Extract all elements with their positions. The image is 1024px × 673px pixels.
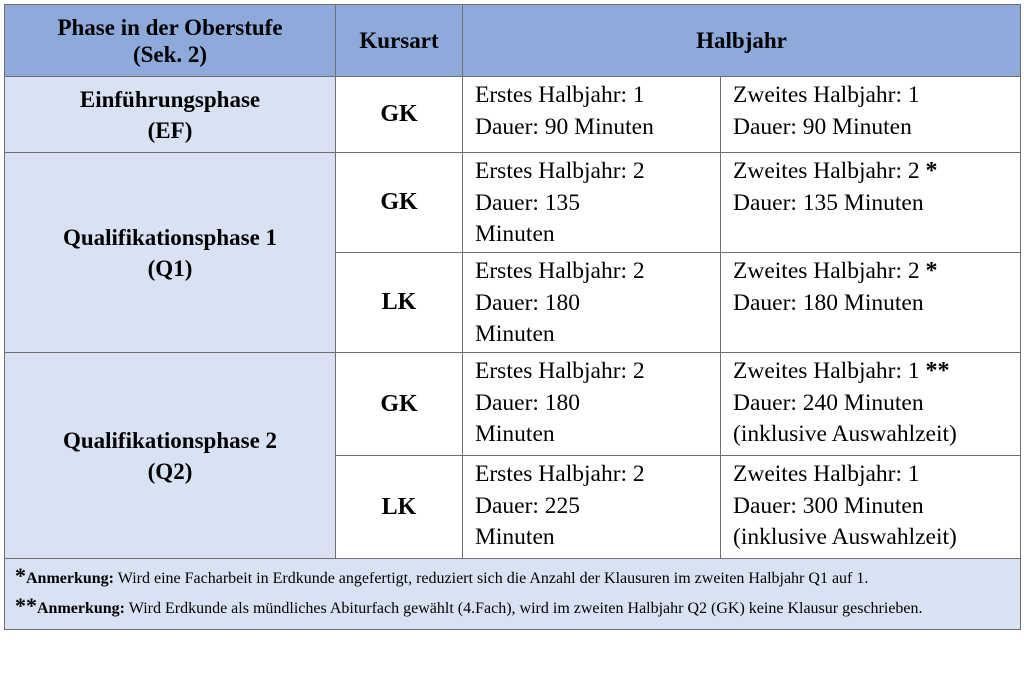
dauer-unit: Minuten bbox=[475, 221, 555, 247]
kursart-cell: GK bbox=[336, 153, 463, 253]
header-phase-line2: (Sek. 2) bbox=[132, 41, 208, 67]
note-abiturfach bbox=[15, 595, 1012, 619]
klausur-table bbox=[4, 4, 1021, 630]
dauer-text: Dauer: 135 bbox=[475, 189, 581, 216]
phase-code: (Q2) bbox=[147, 458, 193, 484]
phase-ef bbox=[5, 77, 336, 153]
phase-q2 bbox=[5, 353, 336, 559]
dauer-text: Dauer: 90 Minuten bbox=[733, 113, 912, 140]
phase-name: Qualifikationsphase 2 bbox=[62, 427, 278, 453]
header-phase-line1: Phase in der Oberstufe bbox=[57, 14, 283, 40]
note-facharbeit bbox=[15, 565, 1012, 589]
dauer-text: Dauer: 300 Minuten bbox=[733, 492, 924, 519]
phase-name: Qualifikationsphase 1 bbox=[62, 224, 278, 250]
second-halbjahr-cell bbox=[721, 456, 1021, 559]
halbjahr-count: Zweites Halbjahr: 2 * bbox=[733, 258, 938, 284]
kursart-cell: GK bbox=[336, 77, 463, 153]
phase-q1 bbox=[5, 153, 336, 353]
second-halbjahr-cell bbox=[721, 353, 1021, 456]
auswahlzeit-text: (inklusive Auswahlzeit) bbox=[733, 421, 957, 447]
footnote-mark: ** bbox=[15, 593, 37, 618]
kursart-cell: LK bbox=[336, 253, 463, 353]
first-halbjahr-cell bbox=[463, 353, 721, 456]
first-halbjahr-cell bbox=[463, 153, 721, 253]
second-halbjahr-cell bbox=[721, 253, 1021, 353]
kursart-cell: LK bbox=[336, 456, 463, 559]
dauer-text: Dauer: 240 Minuten bbox=[733, 389, 924, 416]
kursart-cell: GK bbox=[336, 353, 463, 456]
dauer-text: Dauer: 180 bbox=[475, 389, 581, 416]
first-halbjahr-cell bbox=[463, 253, 721, 353]
dauer-unit: Minuten bbox=[475, 421, 555, 447]
first-halbjahr-cell bbox=[463, 77, 721, 153]
halbjahr-count: Erstes Halbjahr: 2 bbox=[475, 258, 645, 284]
footnote-mark: * bbox=[15, 563, 26, 588]
halbjahr-count: Zweites Halbjahr: 1 ** bbox=[733, 358, 950, 384]
halbjahr-count: Erstes Halbjahr: 1 bbox=[475, 82, 645, 108]
note-label: Anmerkung: bbox=[37, 600, 126, 617]
dauer-unit: Minuten bbox=[475, 321, 555, 347]
halbjahr-count: Zweites Halbjahr: 1 bbox=[733, 82, 920, 108]
table-row bbox=[5, 353, 1021, 456]
dauer-text: Dauer: 180 bbox=[475, 289, 581, 316]
notes-row bbox=[5, 559, 1021, 630]
header-kursart: Kursart bbox=[336, 5, 463, 77]
phase-code: (EF) bbox=[147, 117, 193, 143]
table-wrapper bbox=[4, 4, 1020, 630]
table-row bbox=[5, 77, 1021, 153]
footnote-mark: ** bbox=[925, 358, 950, 384]
header-row bbox=[5, 5, 1021, 77]
dauer-text: Dauer: 90 Minuten bbox=[475, 113, 654, 140]
halbjahr-count: Erstes Halbjahr: 2 bbox=[475, 158, 645, 184]
auswahlzeit-text: (inklusive Auswahlzeit) bbox=[733, 524, 957, 550]
first-halbjahr-cell bbox=[463, 456, 721, 559]
notes-cell bbox=[5, 559, 1021, 630]
phase-code: (Q1) bbox=[147, 255, 193, 281]
table-row bbox=[5, 153, 1021, 253]
halbjahr-count: Zweites Halbjahr: 1 bbox=[733, 461, 920, 487]
halbjahr-count: Erstes Halbjahr: 2 bbox=[475, 461, 645, 487]
dauer-text: Dauer: 225 bbox=[475, 492, 581, 519]
header-halbjahr: Halbjahr bbox=[463, 5, 1021, 77]
note-label: Anmerkung: bbox=[26, 570, 115, 587]
dauer-unit: Minuten bbox=[475, 524, 555, 550]
phase-name: Einführungsphase bbox=[79, 86, 261, 112]
halbjahr-count: Erstes Halbjahr: 2 bbox=[475, 358, 645, 384]
header-phase bbox=[5, 5, 336, 77]
dauer-text: Dauer: 180 Minuten bbox=[733, 289, 924, 316]
note-text: Wird Erdkunde als mündliches Abiturfach gewählt (4.Fach), wird im zweiten Halbjahr Q2 (GK) keine Klausur geschrieben. bbox=[128, 600, 923, 617]
dauer-text: Dauer: 135 Minuten bbox=[733, 189, 924, 216]
second-halbjahr-cell bbox=[721, 77, 1021, 153]
halbjahr-count: Zweites Halbjahr: 2 * bbox=[733, 158, 938, 184]
footnote-mark: * bbox=[925, 158, 938, 184]
second-halbjahr-cell bbox=[721, 153, 1021, 253]
note-text: Wird eine Facharbeit in Erdkunde angefertigt, reduziert sich die Anzahl der Klausuren im zweiten Halbjahr Q1 auf 1. bbox=[117, 570, 869, 587]
footnote-mark: * bbox=[925, 258, 938, 284]
